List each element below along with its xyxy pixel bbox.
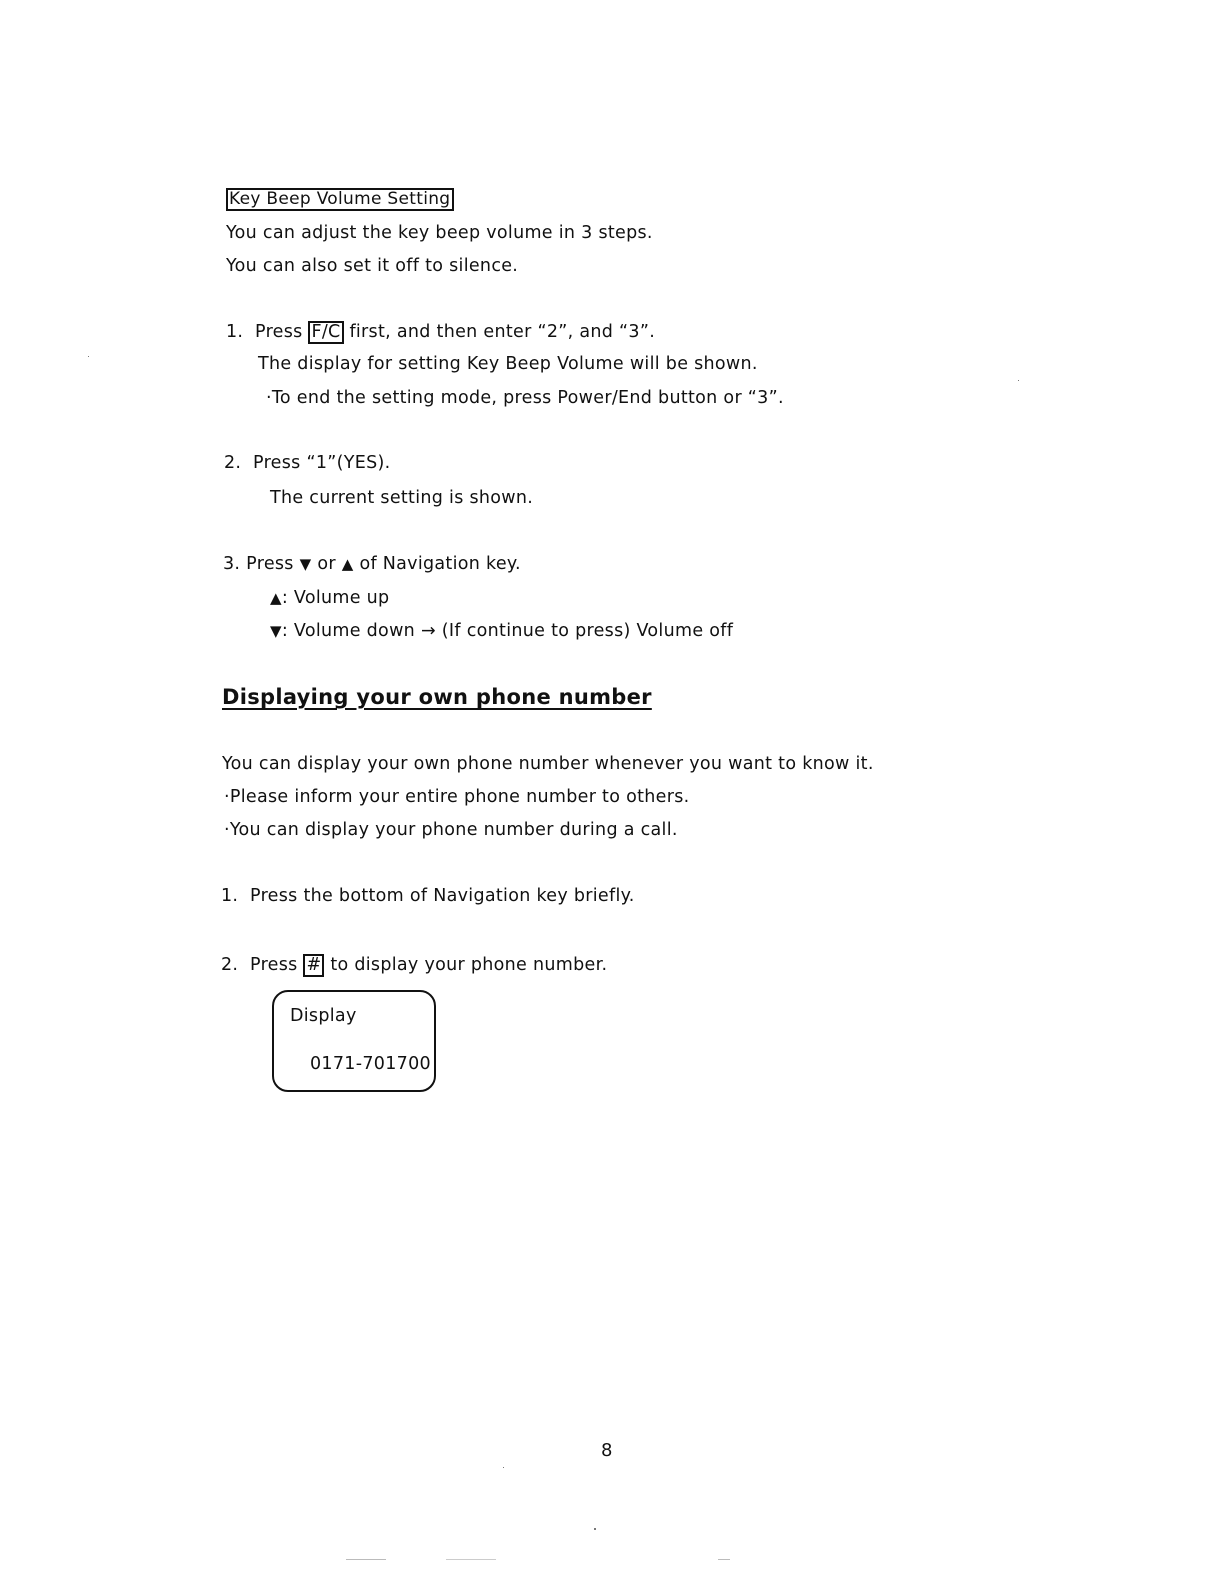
- right-arrow-icon: →: [420, 621, 436, 641]
- own-number-bullet-1: ·Please inform your entire phone number to others.: [224, 787, 690, 807]
- up-arrow-icon: ▲: [270, 589, 282, 607]
- display-phone-number: 0171-701700: [310, 1054, 431, 1074]
- hash-key-icon: #: [303, 954, 324, 977]
- own-number-bullet-2: ·You can display your phone number during a call.: [224, 820, 678, 840]
- section-title-own-number: Displaying your own phone number: [222, 685, 652, 709]
- own-number-step-1: [221, 888, 635, 906]
- scan-speck: [594, 1528, 596, 1530]
- key-beep-step-2: [224, 455, 391, 473]
- scan-speck: [446, 1559, 496, 1560]
- step-number: 2.: [221, 955, 239, 975]
- page-number: 8: [601, 1440, 613, 1461]
- step-press-label: Press: [246, 554, 294, 574]
- key-beep-intro-line-1: You can adjust the key beep volume in 3 steps.: [226, 223, 653, 243]
- up-arrow-icon: ▲: [341, 555, 354, 573]
- step-2-text: to display your phone number.: [330, 955, 608, 975]
- own-number-step-2: [221, 954, 607, 977]
- key-beep-step-1-detail: The display for setting Key Beep Volume will be shown.: [258, 354, 758, 374]
- key-beep-step-2-detail: The current setting is shown.: [270, 488, 534, 508]
- step-1-text: Press the bottom of Navigation key briefly.: [250, 886, 635, 906]
- scan-speck: [503, 1467, 504, 1468]
- section-title-key-beep: Key Beep Volume Setting: [226, 188, 454, 211]
- volume-down-line: [270, 623, 733, 641]
- step-1-text: first, and then enter “2”, and “3”.: [349, 322, 656, 342]
- key-beep-step-1: [226, 321, 655, 344]
- down-arrow-icon: ▼: [299, 555, 312, 573]
- or-label: or: [317, 554, 336, 574]
- key-beep-step-1-note: ·To end the setting mode, press Power/End button or “3”.: [266, 388, 784, 408]
- fc-key-icon: F/C: [308, 321, 343, 344]
- step-number: 1.: [226, 322, 244, 342]
- step-number: 1.: [221, 886, 239, 906]
- step-3-text: of Navigation key.: [359, 554, 521, 574]
- key-beep-intro-line-2: You can also set it off to silence.: [226, 256, 519, 276]
- volume-off-text: (If continue to press) Volume off: [441, 621, 734, 641]
- scan-speck: [1018, 380, 1019, 381]
- scan-speck: [88, 356, 89, 357]
- volume-up-line: [270, 590, 389, 608]
- step-press-label: Press: [255, 322, 303, 342]
- down-arrow-icon: ▼: [270, 622, 282, 640]
- key-beep-step-3: [223, 556, 521, 574]
- volume-up-text: : Volume up: [281, 588, 390, 608]
- volume-down-text: : Volume down: [281, 621, 416, 641]
- step-2-text: Press “1”(YES).: [253, 453, 391, 473]
- scan-speck: [718, 1559, 730, 1560]
- display-title: Display: [290, 1006, 357, 1026]
- step-press-label: Press: [250, 955, 298, 975]
- step-number: 2.: [224, 453, 242, 473]
- display-screen-illustration: [272, 990, 436, 1092]
- scan-speck: [346, 1559, 386, 1560]
- step-number: 3.: [223, 554, 241, 574]
- own-number-intro: You can display your own phone number whenever you want to know it.: [222, 754, 874, 774]
